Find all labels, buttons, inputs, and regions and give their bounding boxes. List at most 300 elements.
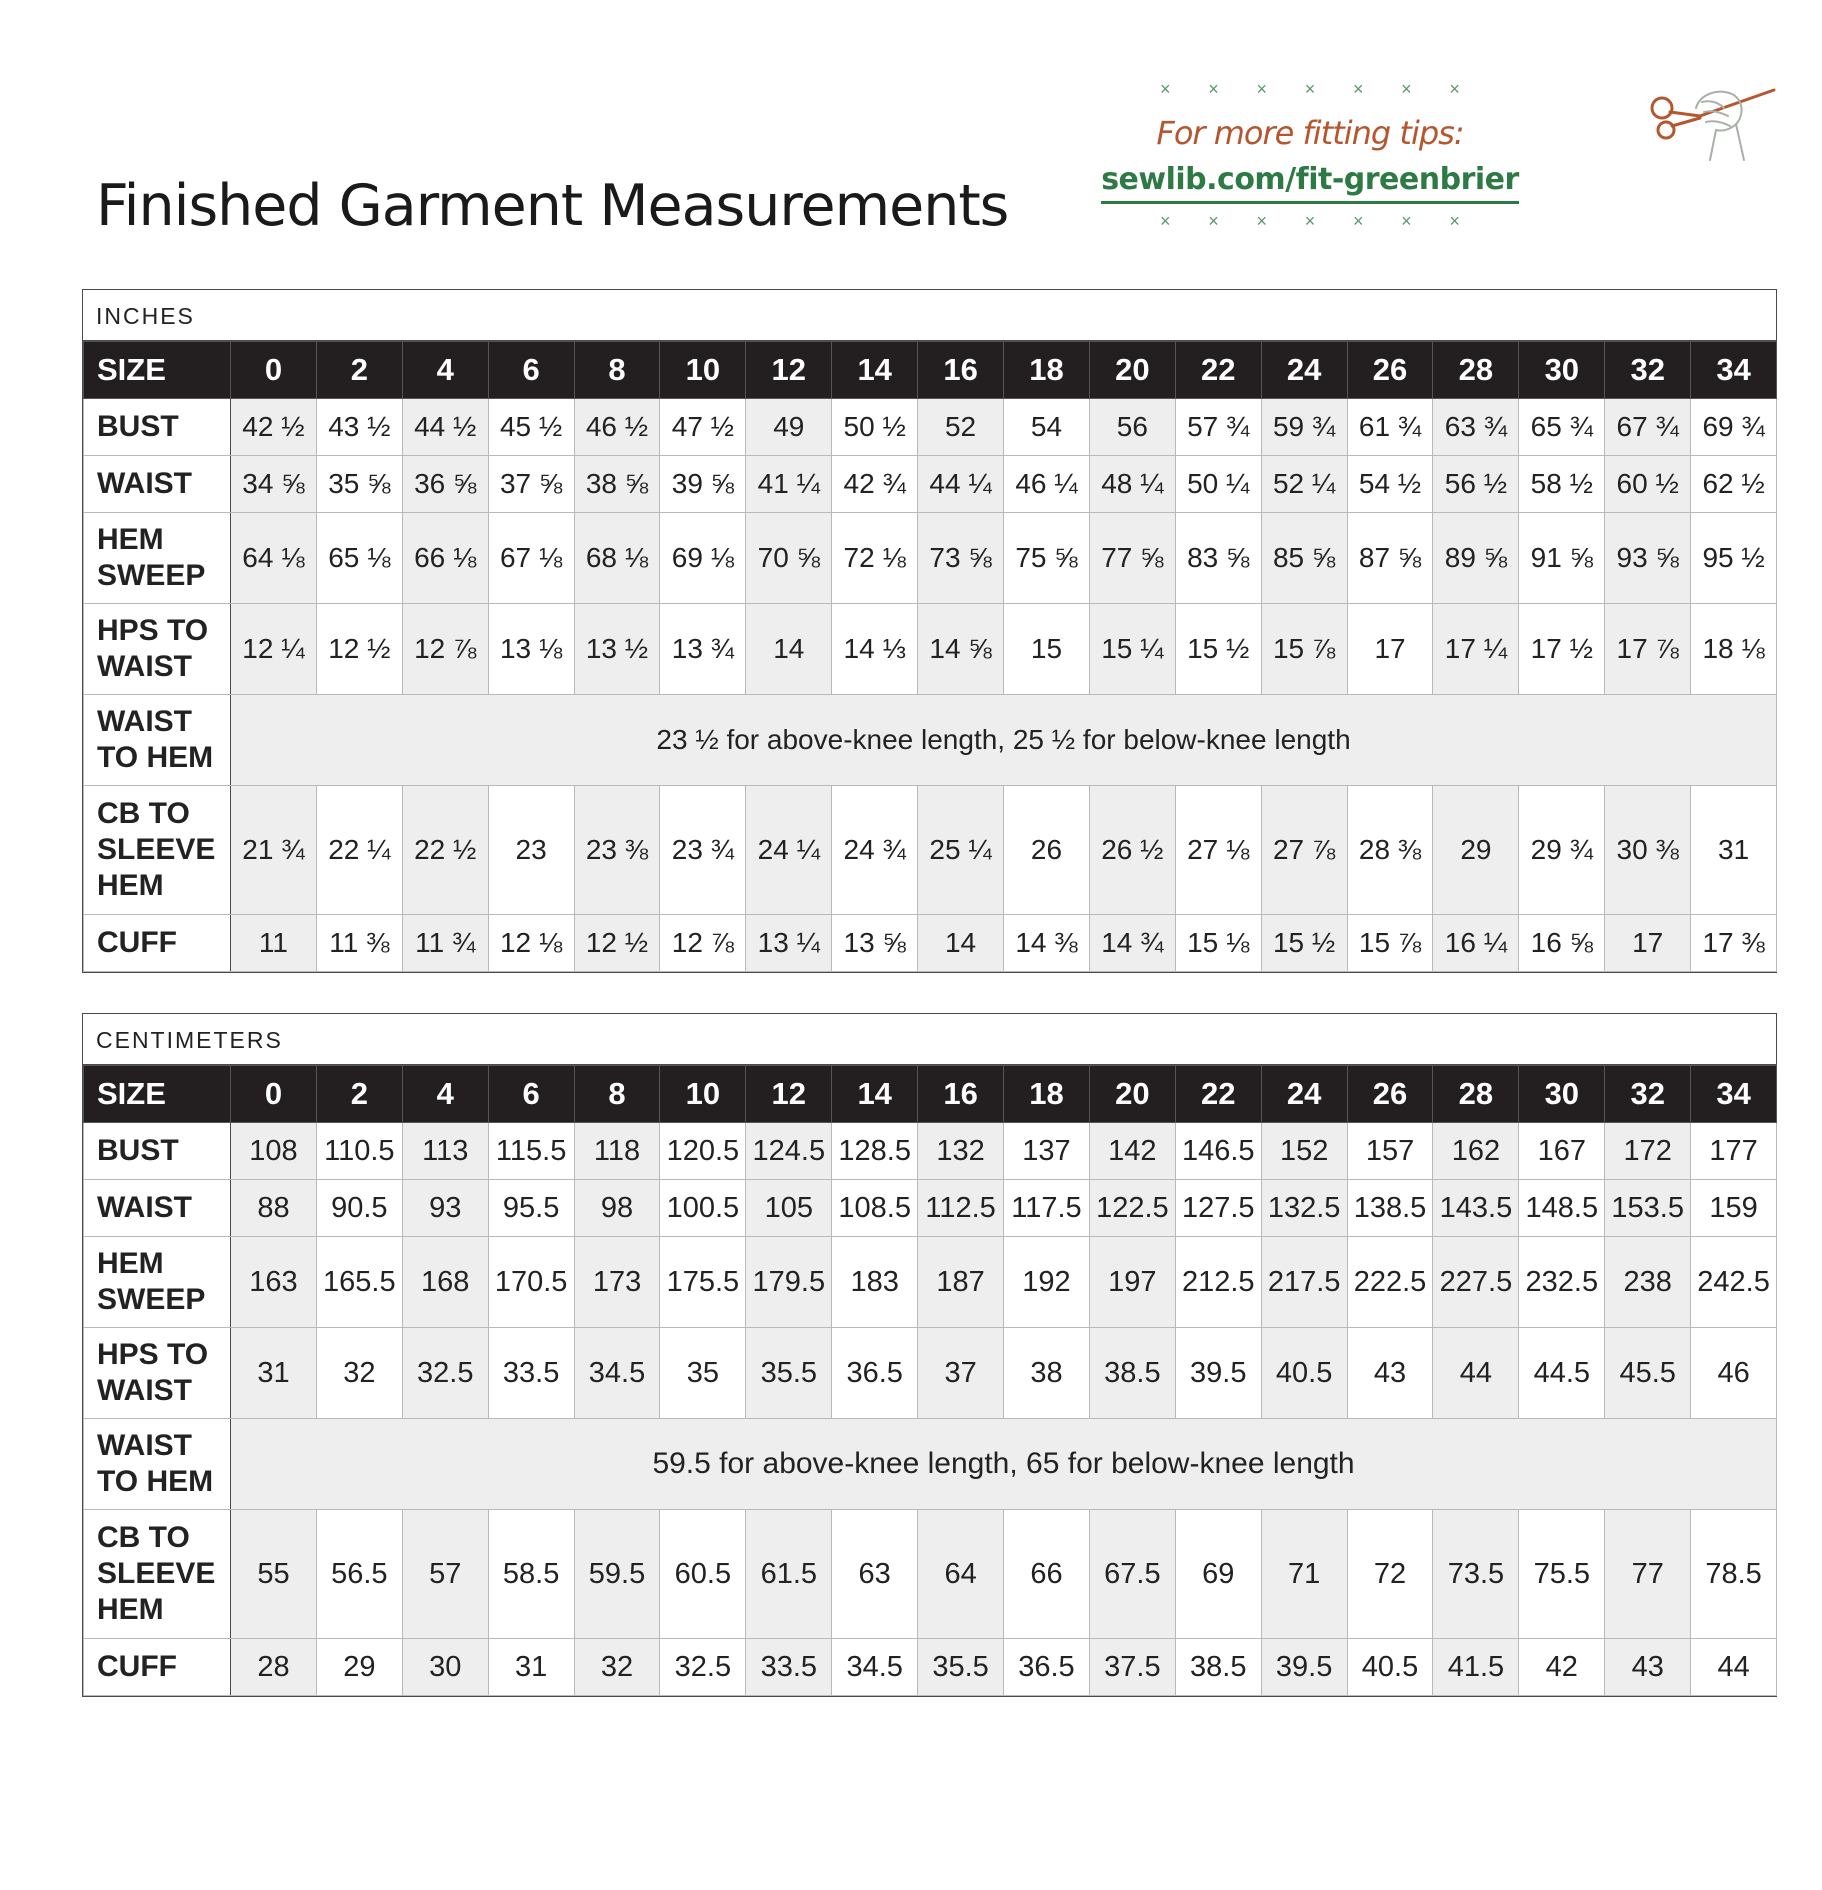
size-column-header: 26 (1347, 342, 1433, 399)
fitting-tips-callout (1100, 80, 1520, 230)
value-cell: 163 (231, 1237, 317, 1328)
value-cell: 11 (231, 915, 317, 972)
value-cell: 42 ½ (231, 399, 317, 456)
value-cell: 35.5 (918, 1639, 1004, 1696)
value-cell: 83 ⅝ (1175, 513, 1261, 604)
measurement-row-waist (84, 1180, 1777, 1237)
value-cell: 34 ⅝ (231, 456, 317, 513)
value-cell: 69 ⅛ (660, 513, 746, 604)
value-cell: 33.5 (746, 1639, 832, 1696)
size-header-row (84, 1066, 1777, 1123)
value-cell: 28 (231, 1639, 317, 1696)
value-cell: 49 (746, 399, 832, 456)
value-cell: 13 ½ (574, 604, 660, 695)
value-cell: 122.5 (1089, 1180, 1175, 1237)
size-column-header: 2 (316, 342, 402, 399)
value-cell: 232.5 (1519, 1237, 1605, 1328)
value-cell: 183 (832, 1237, 918, 1328)
value-cell: 21 ¾ (231, 786, 317, 915)
x-mark: × (1208, 79, 1219, 99)
value-cell: 47 ½ (660, 399, 746, 456)
value-cell: 15 ½ (1261, 915, 1347, 972)
value-cell: 25 ¼ (918, 786, 1004, 915)
size-column-header: 30 (1519, 1066, 1605, 1123)
value-cell: 32 (316, 1328, 402, 1419)
value-cell: 110.5 (316, 1123, 402, 1180)
value-cell: 14 (918, 915, 1004, 972)
size-column-header: 2 (316, 1066, 402, 1123)
value-cell: 37.5 (1089, 1639, 1175, 1696)
row-label: CUFF (84, 1639, 231, 1696)
value-cell: 12 ½ (574, 915, 660, 972)
size-column-header: 0 (231, 342, 317, 399)
size-column-header: 24 (1261, 342, 1347, 399)
value-cell: 43 (1605, 1639, 1691, 1696)
value-cell: 222.5 (1347, 1237, 1433, 1328)
size-column-header: 32 (1605, 342, 1691, 399)
value-cell: 30 ⅜ (1605, 786, 1691, 915)
value-cell: 71 (1261, 1510, 1347, 1639)
value-cell: 98 (574, 1180, 660, 1237)
decorative-x-marks-bottom (1160, 212, 1460, 230)
value-cell: 65 ⅛ (316, 513, 402, 604)
value-cell: 28 ⅜ (1347, 786, 1433, 915)
centimeters-table-block (82, 1013, 1777, 1697)
value-cell: 15 ¼ (1089, 604, 1175, 695)
value-cell: 77 ⅝ (1089, 513, 1175, 604)
value-cell: 165.5 (316, 1237, 402, 1328)
value-cell: 142 (1089, 1123, 1175, 1180)
value-cell: 69 ¾ (1691, 399, 1777, 456)
value-cell: 143.5 (1433, 1180, 1519, 1237)
value-cell: 50 ½ (832, 399, 918, 456)
size-column-header: 14 (832, 342, 918, 399)
page-title: Finished Garment Measurements (96, 173, 1009, 239)
value-cell: 88 (231, 1180, 317, 1237)
value-cell: 31 (488, 1639, 574, 1696)
value-cell: 73 ⅝ (918, 513, 1004, 604)
size-column-header: 30 (1519, 342, 1605, 399)
value-cell: 227.5 (1433, 1237, 1519, 1328)
value-cell: 45 ½ (488, 399, 574, 456)
size-column-header: 28 (1433, 342, 1519, 399)
value-cell: 17 ⅜ (1691, 915, 1777, 972)
value-cell: 12 ½ (316, 604, 402, 695)
value-cell: 43 (1347, 1328, 1433, 1419)
size-column-header: 8 (574, 1066, 660, 1123)
value-cell: 31 (231, 1328, 317, 1419)
value-cell: 52 ¼ (1261, 456, 1347, 513)
value-cell: 242.5 (1691, 1237, 1777, 1328)
value-cell: 15 ½ (1175, 604, 1261, 695)
value-cell: 38 (1004, 1328, 1090, 1419)
value-cell: 48 ¼ (1089, 456, 1175, 513)
x-mark: × (1256, 79, 1267, 99)
x-mark: × (1160, 79, 1171, 99)
x-mark: × (1304, 211, 1316, 231)
value-cell: 14 ⅜ (1004, 915, 1090, 972)
measurement-row-waist (84, 456, 1777, 513)
measurement-row-hps-to-waist (84, 1328, 1777, 1419)
value-cell: 16 ¼ (1433, 915, 1519, 972)
size-header-label: SIZE (84, 1066, 231, 1123)
value-cell: 172 (1605, 1123, 1691, 1180)
value-cell: 64 ⅛ (231, 513, 317, 604)
value-cell: 46 ½ (574, 399, 660, 456)
measurement-row-bust (84, 399, 1777, 456)
value-cell: 27 ⅞ (1261, 786, 1347, 915)
tips-link[interactable]: sewlib.com/fit-greenbrier (1101, 162, 1519, 204)
value-cell: 12 ⅞ (660, 915, 746, 972)
value-cell: 70 ⅝ (746, 513, 832, 604)
value-cell: 14 ⅝ (918, 604, 1004, 695)
value-cell: 132 (918, 1123, 1004, 1180)
value-cell: 44 ½ (402, 399, 488, 456)
size-column-header: 10 (660, 342, 746, 399)
x-mark: × (1352, 211, 1364, 231)
value-cell: 39.5 (1175, 1328, 1261, 1419)
inches-table-block (82, 289, 1777, 973)
value-cell: 66 ⅛ (402, 513, 488, 604)
value-cell: 40.5 (1261, 1328, 1347, 1419)
measurement-row-cb-to-sleeve-hem (84, 786, 1777, 915)
row-label: CB TO SLEEVE HEM (84, 1510, 231, 1639)
value-cell: 12 ⅞ (402, 604, 488, 695)
value-cell: 91 ⅝ (1519, 513, 1605, 604)
value-cell: 29 ¾ (1519, 786, 1605, 915)
value-cell: 16 ⅝ (1519, 915, 1605, 972)
value-cell: 41 ¼ (746, 456, 832, 513)
value-cell: 138.5 (1347, 1180, 1433, 1237)
value-cell: 167 (1519, 1123, 1605, 1180)
value-cell: 93 ⅝ (1605, 513, 1691, 604)
value-cell: 58.5 (488, 1510, 574, 1639)
row-label: HPS TO WAIST (84, 1328, 231, 1419)
size-column-header: 16 (918, 1066, 1004, 1123)
value-cell: 61.5 (746, 1510, 832, 1639)
value-cell: 54 (1004, 399, 1090, 456)
measurement-row-cuff (84, 915, 1777, 972)
size-column-header: 34 (1691, 342, 1777, 399)
value-cell: 35 ⅝ (316, 456, 402, 513)
value-cell: 54 ½ (1347, 456, 1433, 513)
value-cell: 89 ⅝ (1433, 513, 1519, 604)
value-cell: 58 ½ (1519, 456, 1605, 513)
size-column-header: 22 (1175, 342, 1261, 399)
size-column-header: 14 (832, 1066, 918, 1123)
value-cell: 12 ¼ (231, 604, 317, 695)
size-header-row (84, 342, 1777, 399)
value-cell: 52 (918, 399, 1004, 456)
value-cell: 137 (1004, 1123, 1090, 1180)
value-cell: 157 (1347, 1123, 1433, 1180)
value-cell: 50 ¼ (1175, 456, 1261, 513)
value-cell: 105 (746, 1180, 832, 1237)
value-cell: 55 (231, 1510, 317, 1639)
centimeters-table (83, 1065, 1777, 1696)
value-cell: 128.5 (832, 1123, 918, 1180)
value-cell: 64 (918, 1510, 1004, 1639)
value-cell: 124.5 (746, 1123, 832, 1180)
hand-holding-scissors-icon (1640, 72, 1780, 164)
value-cell: 34.5 (832, 1639, 918, 1696)
size-column-header: 32 (1605, 1066, 1691, 1123)
row-label: BUST (84, 1123, 231, 1180)
tips-text: For more fitting tips: (1156, 114, 1464, 152)
value-cell: 132.5 (1261, 1180, 1347, 1237)
value-cell: 120.5 (660, 1123, 746, 1180)
value-cell: 173 (574, 1237, 660, 1328)
value-cell: 24 ¾ (832, 786, 918, 915)
size-column-header: 10 (660, 1066, 746, 1123)
value-cell: 115.5 (488, 1123, 574, 1180)
value-cell: 35.5 (746, 1328, 832, 1419)
measurement-row-cb-to-sleeve-hem (84, 1510, 1777, 1639)
value-cell: 15 ⅞ (1261, 604, 1347, 695)
value-cell: 63 ¾ (1433, 399, 1519, 456)
value-cell: 95 ½ (1691, 513, 1777, 604)
value-cell: 14 ¾ (1089, 915, 1175, 972)
value-cell: 26 (1004, 786, 1090, 915)
x-mark: × (1208, 211, 1219, 231)
value-cell: 62 ½ (1691, 456, 1777, 513)
value-cell: 66 (1004, 1510, 1090, 1639)
value-cell: 72 ⅛ (832, 513, 918, 604)
row-label: WAIST (84, 456, 231, 513)
value-cell: 14 ⅓ (832, 604, 918, 695)
value-cell: 118 (574, 1123, 660, 1180)
value-cell: 197 (1089, 1237, 1175, 1328)
value-cell: 44 (1691, 1639, 1777, 1696)
value-cell: 67 ¾ (1605, 399, 1691, 456)
size-header-label: SIZE (84, 342, 231, 399)
value-cell: 38.5 (1175, 1639, 1261, 1696)
value-cell: 67 ⅛ (488, 513, 574, 604)
measurement-row-waist-to-hem (84, 1419, 1777, 1510)
value-cell: 42 ¾ (832, 456, 918, 513)
value-cell: 192 (1004, 1237, 1090, 1328)
value-cell: 32 (574, 1639, 660, 1696)
value-cell: 177 (1691, 1123, 1777, 1180)
measurement-row-waist-to-hem (84, 695, 1777, 786)
measurement-row-bust (84, 1123, 1777, 1180)
value-cell: 69 (1175, 1510, 1261, 1639)
value-cell: 11 ¾ (402, 915, 488, 972)
value-cell: 29 (1433, 786, 1519, 915)
value-cell: 22 ½ (402, 786, 488, 915)
value-cell: 60 ½ (1605, 456, 1691, 513)
value-cell: 85 ⅝ (1261, 513, 1347, 604)
measurement-row-hem-sweep (84, 1237, 1777, 1328)
value-cell: 73.5 (1433, 1510, 1519, 1639)
value-cell: 56 (1089, 399, 1175, 456)
value-cell: 46 ¼ (1004, 456, 1090, 513)
value-cell: 30 (402, 1639, 488, 1696)
value-cell: 168 (402, 1237, 488, 1328)
size-column-header: 24 (1261, 1066, 1347, 1123)
value-cell: 67.5 (1089, 1510, 1175, 1639)
x-mark: × (1256, 211, 1267, 231)
size-column-header: 18 (1004, 1066, 1090, 1123)
value-cell: 90.5 (316, 1180, 402, 1237)
value-cell: 35 (660, 1328, 746, 1419)
value-cell: 26 ½ (1089, 786, 1175, 915)
value-cell: 32.5 (402, 1328, 488, 1419)
value-cell: 170.5 (488, 1237, 574, 1328)
value-cell: 162 (1433, 1123, 1519, 1180)
value-cell: 56.5 (316, 1510, 402, 1639)
x-mark: × (1352, 79, 1364, 99)
value-cell: 12 ⅛ (488, 915, 574, 972)
value-cell: 113 (402, 1123, 488, 1180)
row-label: CUFF (84, 915, 231, 972)
value-cell: 38.5 (1089, 1328, 1175, 1419)
value-cell: 112.5 (918, 1180, 1004, 1237)
value-cell: 187 (918, 1237, 1004, 1328)
value-cell: 60.5 (660, 1510, 746, 1639)
value-cell: 57 (402, 1510, 488, 1639)
size-column-header: 18 (1004, 342, 1090, 399)
value-cell: 37 ⅝ (488, 456, 574, 513)
x-mark: × (1449, 79, 1460, 99)
value-cell: 108.5 (832, 1180, 918, 1237)
size-column-header: 12 (746, 1066, 832, 1123)
value-cell: 33.5 (488, 1328, 574, 1419)
value-cell: 44.5 (1519, 1328, 1605, 1419)
value-cell: 148.5 (1519, 1180, 1605, 1237)
x-mark: × (1401, 79, 1412, 99)
value-cell: 59.5 (574, 1510, 660, 1639)
row-label: HEM SWEEP (84, 1237, 231, 1328)
value-cell: 39 ⅝ (660, 456, 746, 513)
merged-value-cell: 59.5 for above-knee length, 65 for below-knee length (231, 1419, 1777, 1510)
value-cell: 36.5 (1004, 1639, 1090, 1696)
value-cell: 37 (918, 1328, 1004, 1419)
value-cell: 59 ¾ (1261, 399, 1347, 456)
value-cell: 39.5 (1261, 1639, 1347, 1696)
value-cell: 23 (488, 786, 574, 915)
size-column-header: 20 (1089, 342, 1175, 399)
value-cell: 31 (1691, 786, 1777, 915)
value-cell: 17 (1347, 604, 1433, 695)
value-cell: 17 ⅞ (1605, 604, 1691, 695)
value-cell: 18 ⅛ (1691, 604, 1777, 695)
value-cell: 13 ¼ (746, 915, 832, 972)
value-cell: 14 (746, 604, 832, 695)
value-cell: 212.5 (1175, 1237, 1261, 1328)
value-cell: 93 (402, 1180, 488, 1237)
size-column-header: 16 (918, 342, 1004, 399)
measurement-row-cuff (84, 1639, 1777, 1696)
value-cell: 44 (1433, 1328, 1519, 1419)
value-cell: 36 ⅝ (402, 456, 488, 513)
size-column-header: 12 (746, 342, 832, 399)
value-cell: 153.5 (1605, 1180, 1691, 1237)
value-cell: 127.5 (1175, 1180, 1261, 1237)
value-cell: 72 (1347, 1510, 1433, 1639)
value-cell: 146.5 (1175, 1123, 1261, 1180)
value-cell: 22 ¼ (316, 786, 402, 915)
value-cell: 108 (231, 1123, 317, 1180)
value-cell: 40.5 (1347, 1639, 1433, 1696)
size-column-header: 26 (1347, 1066, 1433, 1123)
value-cell: 95.5 (488, 1180, 574, 1237)
value-cell: 175.5 (660, 1237, 746, 1328)
value-cell: 17 ¼ (1433, 604, 1519, 695)
value-cell: 217.5 (1261, 1237, 1347, 1328)
value-cell: 13 ⅛ (488, 604, 574, 695)
size-column-header: 34 (1691, 1066, 1777, 1123)
value-cell: 46 (1691, 1328, 1777, 1419)
value-cell: 159 (1691, 1180, 1777, 1237)
value-cell: 45.5 (1605, 1328, 1691, 1419)
x-mark: × (1401, 211, 1412, 231)
row-label: HEM SWEEP (84, 513, 231, 604)
decorative-x-marks-top (1160, 80, 1460, 98)
value-cell: 34.5 (574, 1328, 660, 1419)
value-cell: 38 ⅝ (574, 456, 660, 513)
x-mark: × (1304, 79, 1316, 99)
value-cell: 32.5 (660, 1639, 746, 1696)
unit-label-centimeters: CENTIMETERS (83, 1014, 1776, 1065)
value-cell: 13 ¾ (660, 604, 746, 695)
value-cell: 75 ⅝ (1004, 513, 1090, 604)
value-cell: 44 ¼ (918, 456, 1004, 513)
value-cell: 56 ½ (1433, 456, 1519, 513)
value-cell: 15 (1004, 604, 1090, 695)
size-column-header: 6 (488, 1066, 574, 1123)
value-cell: 17 (1605, 915, 1691, 972)
value-cell: 179.5 (746, 1237, 832, 1328)
value-cell: 63 (832, 1510, 918, 1639)
row-label: CB TO SLEEVE HEM (84, 786, 231, 915)
row-label: HPS TO WAIST (84, 604, 231, 695)
unit-label-inches: INCHES (83, 290, 1776, 341)
value-cell: 68 ⅛ (574, 513, 660, 604)
size-column-header: 8 (574, 342, 660, 399)
row-label: BUST (84, 399, 231, 456)
row-label: WAIST (84, 1180, 231, 1237)
value-cell: 87 ⅝ (1347, 513, 1433, 604)
value-cell: 27 ⅛ (1175, 786, 1261, 915)
value-cell: 24 ¼ (746, 786, 832, 915)
value-cell: 13 ⅝ (832, 915, 918, 972)
value-cell: 65 ¾ (1519, 399, 1605, 456)
x-mark: × (1160, 211, 1171, 231)
value-cell: 15 ⅞ (1347, 915, 1433, 972)
x-mark: × (1449, 211, 1460, 231)
value-cell: 75.5 (1519, 1510, 1605, 1639)
size-column-header: 4 (402, 342, 488, 399)
value-cell: 43 ½ (316, 399, 402, 456)
value-cell: 41.5 (1433, 1639, 1519, 1696)
value-cell: 11 ⅜ (316, 915, 402, 972)
measurement-row-hem-sweep (84, 513, 1777, 604)
size-column-header: 20 (1089, 1066, 1175, 1123)
row-label: WAIST TO HEM (84, 695, 231, 786)
size-column-header: 4 (402, 1066, 488, 1123)
size-column-header: 22 (1175, 1066, 1261, 1123)
inches-table (83, 341, 1777, 972)
value-cell: 23 ¾ (660, 786, 746, 915)
measurement-row-hps-to-waist (84, 604, 1777, 695)
value-cell: 238 (1605, 1237, 1691, 1328)
value-cell: 152 (1261, 1123, 1347, 1180)
value-cell: 77 (1605, 1510, 1691, 1639)
value-cell: 42 (1519, 1639, 1605, 1696)
value-cell: 117.5 (1004, 1180, 1090, 1237)
size-column-header: 28 (1433, 1066, 1519, 1123)
